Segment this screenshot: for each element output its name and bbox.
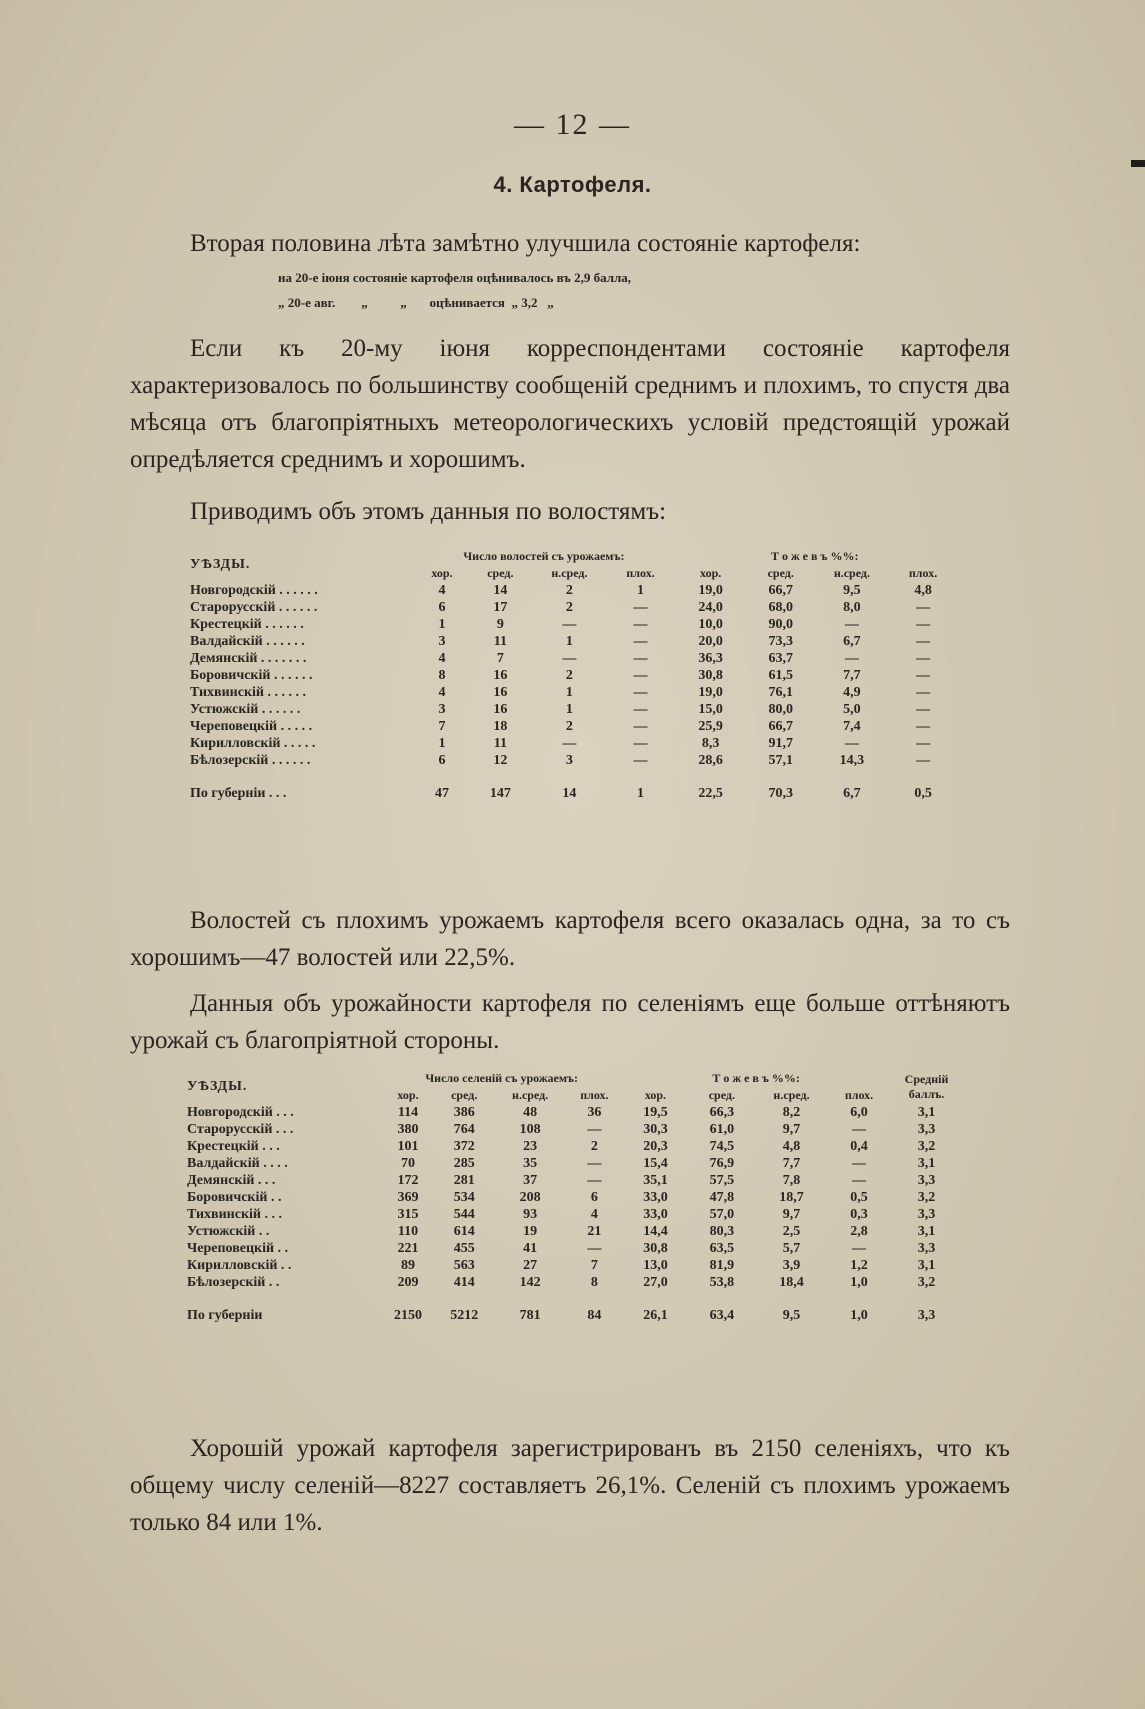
value-cell: —: [562, 650, 577, 666]
value-cell: 3,2: [917, 1138, 936, 1154]
value-cell: 74,5: [709, 1138, 735, 1154]
table-row: [183, 1138, 963, 1155]
value-cell: 3,2: [917, 1274, 936, 1290]
value-cell: 614: [453, 1223, 475, 1239]
value-cell: 7,4: [843, 718, 861, 734]
value-cell: 48: [523, 1104, 538, 1120]
value-cell: 19,0: [698, 684, 723, 700]
table-row: [183, 1257, 963, 1274]
subheader-cell: хор.: [397, 1088, 419, 1102]
uezd-name: По губерніи . . .: [190, 785, 287, 801]
value-cell: 8,2: [782, 1104, 801, 1120]
table-row: [183, 1189, 963, 1206]
value-cell: 30,8: [698, 667, 723, 683]
table-row: [183, 1206, 963, 1223]
value-cell: 33,0: [643, 1206, 668, 1222]
value-cell: 281: [453, 1172, 475, 1188]
value-cell: —: [587, 1155, 602, 1171]
table-row: [186, 701, 956, 718]
value-cell: 12: [493, 752, 508, 768]
value-cell: —: [916, 616, 931, 632]
value-cell: 0,5: [850, 1189, 868, 1205]
value-cell: 172: [397, 1172, 419, 1188]
value-cell: 4: [590, 1206, 598, 1222]
value-cell: 4,9: [843, 684, 861, 700]
value-cell: 372: [453, 1138, 475, 1154]
subheader-cell: н.сред.: [833, 566, 870, 580]
value-cell: 28,6: [698, 752, 723, 768]
column-uezd: УѢЗДЫ.: [190, 557, 251, 572]
value-cell: 2: [565, 582, 573, 598]
subheader-cell: плох.: [626, 566, 655, 580]
table-row: [183, 1274, 963, 1291]
table-row: [186, 633, 956, 650]
uezd-name: Боровичскій . .: [187, 1189, 282, 1205]
value-cell: 16: [493, 684, 508, 700]
note-line-2: „ 20-е авг. „ „ оцѣнивается „ 3,2 „: [278, 295, 554, 310]
column-group-count: Число волостей съ урожаемъ:: [463, 549, 625, 563]
value-cell: 3,3: [917, 1307, 936, 1323]
value-cell: 209: [397, 1274, 419, 1290]
value-cell: —: [851, 1240, 866, 1256]
value-cell: 17: [493, 599, 508, 615]
value-cell: 18,4: [779, 1274, 804, 1290]
value-cell: 26,1: [643, 1307, 668, 1323]
uezd-name: Крестецкій . . .: [187, 1138, 280, 1154]
value-cell: —: [633, 752, 648, 768]
value-cell: 6,7: [843, 633, 861, 649]
table-row: [186, 684, 956, 701]
value-cell: 9: [496, 616, 504, 632]
value-cell: 70,3: [768, 785, 793, 801]
value-cell: 3,3: [917, 1172, 936, 1188]
value-cell: 0,4: [850, 1138, 868, 1154]
subheader-cell: сред.: [487, 566, 514, 580]
value-cell: 61,5: [768, 667, 793, 683]
value-cell: 90,0: [768, 616, 793, 632]
value-cell: 33,0: [643, 1189, 668, 1205]
paragraph-2: Если къ 20-му іюня корреспондентами состояніе картофеля характеризовалось по большинству сообщеній среднимъ и плохимъ, то спустя два мѣсяца отъ благопріятныхъ метеорологическихъ условій предстоящій урожай опредѣляется среднимъ и хорошимъ.: [130, 335, 1010, 473]
value-cell: —: [916, 752, 931, 768]
column-group-count: Число селеній съ урожаемъ:: [425, 1071, 579, 1085]
value-cell: 16: [493, 667, 508, 683]
value-cell: 93: [523, 1206, 538, 1222]
value-cell: 20,0: [698, 633, 723, 649]
value-cell: —: [633, 633, 648, 649]
value-cell: 147: [489, 785, 511, 801]
subheader-cell: н.сред.: [551, 566, 588, 580]
value-cell: 4: [438, 684, 446, 700]
value-cell: —: [633, 684, 648, 700]
value-cell: 2,8: [850, 1223, 868, 1239]
value-cell: 66,3: [709, 1104, 735, 1120]
uezd-name: Крестецкій . . . . . .: [190, 616, 304, 632]
value-cell: 315: [397, 1206, 419, 1222]
value-cell: 563: [453, 1257, 475, 1273]
uezd-name: Бѣлозерскій . . . . . .: [190, 752, 311, 768]
value-cell: 2,5: [782, 1223, 801, 1239]
table-header-row: [186, 548, 956, 565]
value-cell: 91,7: [768, 735, 793, 751]
subheader-cell: плох.: [844, 1088, 874, 1102]
table-row: [186, 599, 956, 616]
value-cell: 1: [565, 633, 573, 649]
value-cell: —: [851, 1155, 866, 1171]
value-cell: 6,7: [843, 785, 861, 801]
value-cell: 5,0: [843, 701, 861, 717]
value-cell: 386: [453, 1104, 475, 1120]
value-cell: 7,7: [782, 1155, 801, 1171]
value-cell: 3: [565, 752, 573, 768]
value-cell: 14,4: [643, 1223, 668, 1239]
value-cell: 7: [590, 1257, 598, 1273]
subheader-cell: сред.: [708, 1088, 735, 1102]
value-cell: —: [916, 633, 931, 649]
value-cell: 455: [453, 1240, 475, 1256]
subheader-cell: н.сред.: [512, 1088, 549, 1102]
value-cell: 2150: [393, 1307, 422, 1323]
value-cell: 68,0: [768, 599, 793, 615]
value-cell: —: [587, 1121, 602, 1137]
value-cell: 3,3: [917, 1206, 936, 1222]
uezd-name: Демянскій . . . . . . .: [190, 650, 307, 666]
value-cell: 35,1: [643, 1172, 668, 1188]
value-cell: 30,3: [643, 1121, 668, 1137]
value-cell: 9,7: [782, 1121, 801, 1137]
value-cell: 108: [519, 1121, 541, 1137]
value-cell: 1: [637, 785, 645, 801]
value-cell: 20,3: [643, 1138, 668, 1154]
scan-edge-mark: [1131, 160, 1145, 167]
value-cell: 11: [493, 735, 507, 751]
value-cell: 47: [434, 785, 449, 801]
value-cell: 3,3: [917, 1240, 936, 1256]
value-cell: 208: [519, 1189, 541, 1205]
value-cell: —: [916, 599, 931, 615]
value-cell: 22,5: [698, 785, 723, 801]
value-cell: 63,5: [709, 1240, 735, 1256]
value-cell: 0,5: [914, 785, 932, 801]
value-cell: 18: [493, 718, 508, 734]
value-cell: 18,7: [779, 1189, 804, 1205]
value-cell: 15,4: [643, 1155, 668, 1171]
table-row: [186, 616, 956, 633]
value-cell: 110: [397, 1223, 419, 1239]
value-cell: 9,5: [782, 1307, 801, 1323]
value-cell: —: [633, 599, 648, 615]
value-cell: 14,3: [839, 752, 865, 768]
value-cell: 8: [590, 1274, 598, 1290]
value-cell: 81,9: [709, 1257, 735, 1273]
table-row: [186, 752, 956, 769]
value-cell: 1: [637, 582, 645, 598]
value-cell: 1: [438, 616, 446, 632]
subheader-cell: плох.: [580, 1088, 609, 1102]
value-cell: 2: [590, 1138, 598, 1154]
value-cell: 9,7: [782, 1206, 801, 1222]
value-cell: 380: [397, 1121, 419, 1137]
value-cell: 3: [438, 701, 446, 717]
value-cell: 41: [523, 1240, 538, 1256]
value-cell: —: [633, 735, 648, 751]
table-row: [183, 1104, 963, 1121]
value-cell: 15,0: [698, 701, 723, 717]
table-row: [183, 1223, 963, 1240]
value-cell: 1: [565, 684, 573, 700]
column-group-percent: Т о ж е в ъ %%:: [712, 1071, 800, 1085]
value-cell: 57,0: [709, 1206, 735, 1222]
village-table: [183, 1070, 963, 1324]
subheader-cell: хор.: [431, 566, 453, 580]
value-cell: 6,0: [850, 1104, 868, 1120]
value-cell: —: [562, 735, 577, 751]
table-row: [186, 718, 956, 735]
value-cell: 36,3: [698, 650, 723, 666]
value-cell: 221: [397, 1240, 419, 1256]
subheader-cell: сред.: [767, 566, 794, 580]
value-cell: 36: [587, 1104, 602, 1120]
intro-paragraph: Вторая половина лѣта замѣтно улучшила состояніе картофеля:: [190, 230, 861, 257]
page-number: — 12 —: [514, 108, 631, 141]
uezd-name: Тихвинскій . . . . . .: [190, 684, 306, 700]
uezd-name: Новгородскій . . . . . .: [190, 582, 318, 598]
value-cell: 11: [493, 633, 507, 649]
value-cell: 3,1: [917, 1257, 936, 1273]
value-cell: 24,0: [698, 599, 723, 615]
value-cell: 47,8: [709, 1189, 735, 1205]
value-cell: —: [916, 650, 931, 666]
value-cell: 89: [400, 1257, 415, 1273]
paragraph-3: Приводимъ объ этомъ данныя по волостямъ:: [190, 498, 667, 525]
total-row: [186, 769, 956, 802]
value-cell: 23: [523, 1138, 538, 1154]
value-cell: 2: [565, 718, 573, 734]
value-cell: 534: [453, 1189, 475, 1205]
value-cell: —: [916, 718, 931, 734]
value-cell: 73,3: [768, 633, 793, 649]
paragraph-4: Волостей съ плохимъ урожаемъ картофеля всего оказалась одна, за то съ хорошимъ—47 волостей или 22,5%.: [130, 907, 1010, 971]
value-cell: —: [562, 616, 577, 632]
value-cell: 80,3: [709, 1223, 735, 1239]
value-cell: —: [916, 667, 931, 683]
value-cell: 8,0: [843, 599, 861, 615]
value-cell: 8: [438, 667, 446, 683]
value-cell: 19,5: [643, 1104, 668, 1120]
value-cell: 80,0: [768, 701, 793, 717]
uezd-name: Демянскій . . .: [187, 1172, 276, 1188]
uezd-name: Валдайскій . . . . . .: [190, 633, 305, 649]
value-cell: 27: [523, 1257, 538, 1273]
value-cell: —: [633, 667, 648, 683]
column-average-score: Средній баллъ.: [904, 1072, 949, 1101]
value-cell: 142: [519, 1274, 541, 1290]
uezd-name: Бѣлозерскій . .: [187, 1274, 280, 1290]
value-cell: 10,0: [698, 616, 723, 632]
value-cell: —: [916, 735, 931, 751]
value-cell: 2: [565, 599, 573, 615]
subheader-cell: сред.: [451, 1088, 478, 1102]
uezd-name: Старорусскій . . . . . .: [190, 599, 318, 615]
column-group-percent: Т о ж е в ъ %%:: [770, 549, 859, 563]
value-cell: 8,3: [701, 735, 720, 751]
value-cell: 21: [587, 1223, 602, 1239]
uezd-name: Боровичскій . . . . . .: [190, 667, 313, 683]
value-cell: 61,0: [709, 1121, 735, 1137]
value-cell: —: [916, 701, 931, 717]
table-row: [186, 667, 956, 684]
value-cell: 27,0: [643, 1274, 668, 1290]
value-cell: 1,2: [850, 1257, 868, 1273]
value-cell: —: [633, 616, 648, 632]
table-header-row: [183, 1070, 963, 1087]
value-cell: 285: [453, 1155, 475, 1171]
subheader-cell: хор.: [700, 566, 722, 580]
value-cell: 37: [523, 1172, 538, 1188]
value-cell: —: [844, 616, 859, 632]
value-cell: 84: [587, 1307, 602, 1323]
uezd-name: Устюжскій . .: [187, 1223, 270, 1239]
uezd-name: Валдайскій . . . .: [187, 1155, 288, 1171]
paragraph-6: Хорошій урожай картофеля зарегистрированъ въ 2150 селеніяхъ, что къ общему числу селеній—8227 составляетъ 26,1%. Селеній съ плохимъ урожаемъ только 84 или 1%.: [130, 1435, 1010, 1536]
value-cell: 7: [496, 650, 504, 666]
uezd-name: Кирилловскій . . . . .: [190, 735, 316, 751]
subheader-cell: плох.: [908, 566, 938, 580]
value-cell: 5212: [450, 1307, 479, 1323]
value-cell: 2: [565, 667, 573, 683]
value-cell: 76,1: [768, 684, 793, 700]
subheader-cell: хор.: [644, 1088, 667, 1102]
value-cell: 66,7: [768, 718, 793, 734]
value-cell: 3,3: [917, 1121, 936, 1137]
table-row: [186, 582, 956, 599]
value-cell: 19,0: [698, 582, 723, 598]
value-cell: —: [633, 718, 648, 734]
value-cell: 7: [438, 718, 446, 734]
value-cell: 7,7: [843, 667, 861, 683]
table-row: [186, 650, 956, 667]
paragraph-5: Данныя объ урожайности картофеля по селеніямъ еще больше оттѣняютъ урожай съ благопріятной стороны.: [130, 990, 1010, 1054]
value-cell: 63,4: [709, 1307, 735, 1323]
total-row: [183, 1291, 963, 1324]
value-cell: 16: [493, 701, 508, 717]
table-row: [183, 1240, 963, 1257]
value-cell: 1: [438, 735, 446, 751]
table-row: [183, 1121, 963, 1138]
value-cell: 57,1: [768, 752, 793, 768]
table-row: [183, 1172, 963, 1189]
value-cell: 9,5: [843, 582, 861, 598]
value-cell: 3,9: [782, 1257, 801, 1273]
value-cell: 1,0: [850, 1274, 868, 1290]
uezd-name: Кирилловскій . .: [187, 1257, 292, 1273]
value-cell: 544: [453, 1206, 475, 1222]
volost-table: [186, 548, 956, 802]
value-cell: 3: [438, 633, 446, 649]
value-cell: 66,7: [768, 582, 793, 598]
value-cell: 4,8: [782, 1138, 801, 1154]
value-cell: —: [851, 1172, 866, 1188]
uezd-name: Череповецкій . . . . .: [190, 718, 313, 734]
uezd-name: Устюжскій . . . . . .: [190, 701, 301, 717]
value-cell: —: [844, 650, 859, 666]
value-cell: 781: [519, 1307, 541, 1323]
value-cell: —: [587, 1240, 602, 1256]
value-cell: 6: [438, 599, 446, 615]
value-cell: —: [851, 1121, 866, 1137]
note-line-1: на 20-е іюня состояніе картофеля оцѣнивалось въ 2,9 балла,: [278, 270, 632, 285]
table-row: [183, 1155, 963, 1172]
uezd-name: Тихвинскій . . .: [187, 1206, 282, 1222]
subheader-cell: н.сред.: [773, 1088, 810, 1102]
value-cell: 13,0: [643, 1257, 668, 1273]
value-cell: 5,7: [782, 1240, 801, 1256]
value-cell: —: [633, 701, 648, 717]
value-cell: —: [587, 1172, 602, 1188]
value-cell: 1: [565, 701, 573, 717]
value-cell: 57,5: [709, 1172, 735, 1188]
section-heading: 4. Картофеля.: [493, 172, 652, 197]
value-cell: 414: [453, 1274, 475, 1290]
value-cell: 0,3: [850, 1206, 868, 1222]
value-cell: 14: [562, 785, 577, 801]
value-cell: 3,1: [917, 1155, 936, 1171]
value-cell: 35: [523, 1155, 538, 1171]
value-cell: 3,1: [917, 1104, 936, 1120]
value-cell: 3,2: [917, 1189, 936, 1205]
value-cell: 76,9: [709, 1155, 735, 1171]
value-cell: 6: [590, 1189, 598, 1205]
value-cell: 1,0: [850, 1307, 868, 1323]
uezd-name: Череповецкій . .: [187, 1240, 289, 1256]
value-cell: 53,8: [709, 1274, 735, 1290]
value-cell: 4: [438, 582, 446, 598]
value-cell: 25,9: [698, 718, 723, 734]
value-cell: 6: [438, 752, 446, 768]
value-cell: 3,1: [917, 1223, 936, 1239]
value-cell: 764: [453, 1121, 475, 1137]
value-cell: 4: [438, 650, 446, 666]
value-cell: 4,8: [914, 582, 932, 598]
value-cell: —: [916, 684, 931, 700]
value-cell: 101: [397, 1138, 419, 1154]
value-cell: 70: [400, 1155, 415, 1171]
value-cell: —: [633, 650, 648, 666]
value-cell: —: [844, 735, 859, 751]
uezd-name: Старорусскій . . .: [187, 1121, 294, 1137]
value-cell: 114: [397, 1104, 419, 1120]
table-row: [186, 735, 956, 752]
value-cell: 19: [523, 1223, 538, 1239]
uezd-name: По губерніи: [187, 1307, 263, 1323]
value-cell: 369: [397, 1189, 419, 1205]
value-cell: 63,7: [768, 650, 793, 666]
column-uezd: УѢЗДЫ.: [187, 1079, 248, 1094]
value-cell: 7,8: [782, 1172, 801, 1188]
uezd-name: Новгородскій . . .: [187, 1104, 294, 1120]
value-cell: 30,8: [643, 1240, 668, 1256]
value-cell: 14: [493, 582, 508, 598]
